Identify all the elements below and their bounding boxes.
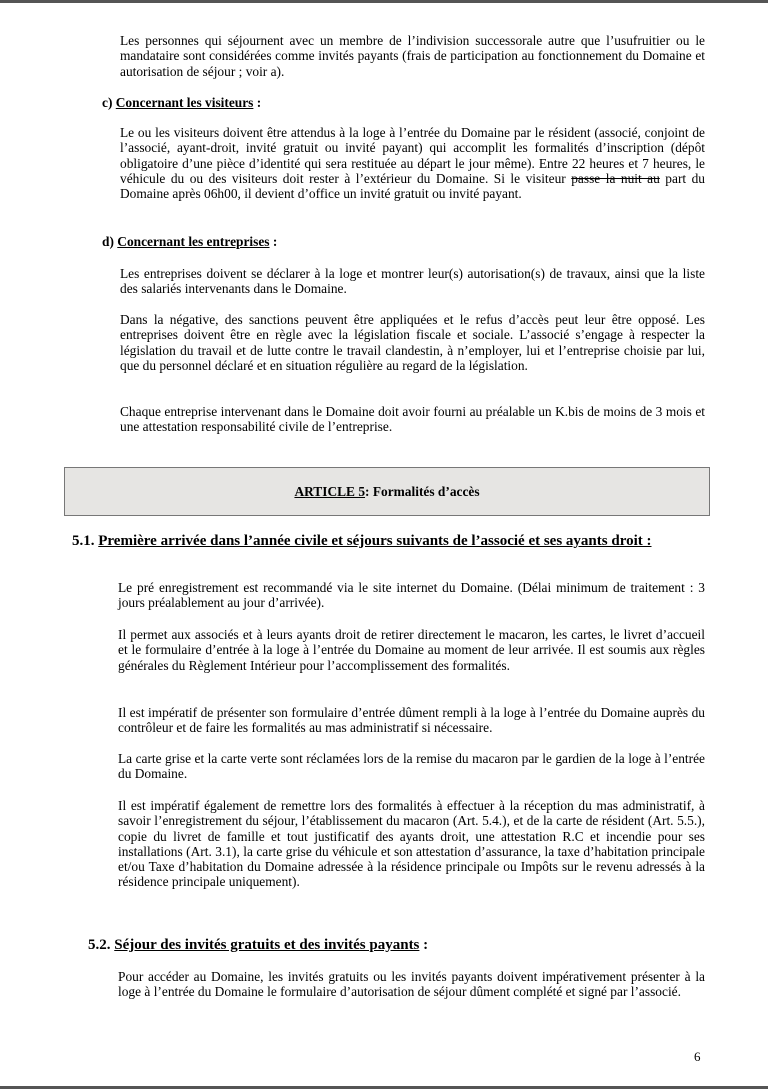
section-5-1-title: Première arrivée dans l’année civile et séjours suivants de l’associé et ses ayants droit : — [98, 533, 652, 549]
section-5-1-paragraph-2: Il permet aux associés et à leurs ayants droit de retirer directement le macaron, les cartes, le livret d’accueil et le formulaire d’entrée à la loge à l’entrée du Domaine au moment de leur arrivée. Il est soumis aux règles générales du Règlement Intérieur pour l’accomplissement des formalités. — [118, 627, 705, 673]
section-c-title: Concernant les visiteurs — [115, 95, 254, 110]
section-5-2-colon: : — [419, 937, 429, 953]
page-top-border — [0, 0, 768, 3]
section-d-paragraph-3: Chaque entreprise intervenant dans le Domaine doit avoir fourni au préalable un K.bis de moins de 3 mois et une attestation responsabilité civile de l’entreprise. — [120, 404, 705, 435]
article-5-banner — [64, 467, 710, 516]
section-c-letter: c) — [102, 95, 113, 110]
section-5-1-heading — [72, 533, 705, 549]
section-d-heading — [102, 234, 277, 249]
section-d-title: Concernant les entreprises — [117, 234, 270, 249]
section-d-paragraph-2: Dans la négative, des sanctions peuvent être appliquées et le refus d’accès peut leur être opposé. Les entreprises doivent être en règle avec la législation fiscale et sociale. L’associé s’engage à respecter la législation du travail et de lutte contre le travail clandestin, à n’employer, lui et l’entreprise choisie par lui, que du personnel déclaré et en situation régulière au regard de la législation. — [120, 312, 705, 373]
section-c-paragraph — [120, 125, 705, 201]
section-d-paragraph-1: Les entreprises doivent se déclarer à la loge et montrer leur(s) autorisation(s) de travaux, ainsi que la liste des salariés intervenants dans le Domaine. — [120, 266, 705, 297]
section-5-1-number: 5.1. — [72, 533, 99, 549]
section-5-2-paragraph-1: Pour accéder au Domaine, les invités gratuits ou les invités payants doivent impérativement présenter à la loge à l’entrée du Domaine le formulaire d’autorisation de séjour dûment complété et signé par l’associé. — [118, 969, 705, 1000]
section-5-2-heading — [88, 937, 428, 953]
section-5-1-paragraph-5: Il est impératif également de remettre lors des formalités à effectuer à la réception du mas administratif, à savoir l’enregistrement du séjour, l’établissement du macaron (Art. 5.4.), et de la carte de résident (Art. 5.5.), copie du livret de famille et tout justificatif des ayants droit, une attestation R.C et incendie pour ses installations (Art. 3.1), la carte grise du véhicule et son attestation d’assurance, la taxe d’habitation principale et/ou Taxe d’habitation du Domaine adressée à la résidence principale ou Impôts sur le revenu adressés à la résidence principale uniquement). — [118, 798, 705, 890]
section-d-colon: : — [269, 234, 278, 249]
section-5-1-paragraph-4: La carte grise et la carte verte sont réclamées lors de la remise du macaron par le gardien de la loge à l’entrée du Domaine. — [118, 751, 705, 782]
section-5-2-title: Séjour des invités gratuits et des invités payants — [114, 937, 420, 953]
page-number: 6 — [694, 1049, 701, 1064]
section-c-struck-text: passe la nuit au — [571, 170, 660, 186]
section-5-1-paragraph-1: Le pré enregistrement est recommandé via le site internet du Domaine. (Délai minimum de traitement : 3 jours préalablement au jour d’arrivée). — [118, 580, 705, 611]
section-5-2-number: 5.2. — [88, 937, 115, 953]
section-c-text-after: part du Domaine après 06h00, il devient d’office un invité gratuit ou invité payant. — [120, 170, 706, 202]
paragraph-invites-payants: Les personnes qui séjournent avec un membre de l’indivision successorale autre que l’usufruitier ou le mandataire sont considérées comme invités payants (frais de participation au fonctionnement du Domaine et autorisation de séjour ; voir a). — [120, 33, 705, 79]
section-d-letter: d) — [102, 234, 114, 249]
article-title: : Formalités d’accès — [365, 483, 480, 499]
article-label: ARTICLE 5 — [294, 483, 366, 499]
section-c-heading — [102, 95, 261, 110]
section-c-text-before: Le ou les visiteurs doivent être attendus à la loge à l’entrée du Domaine par le résident (associé, conjoint de l’associé, ayant-droit, invité gratuit ou invité payant) qui accomplit les formalités d’inscription (dépôt obligatoire d’une pièce d’identité qui sera restituée au départ le jour même). Entre 22 heures et 7 heures, le véhicule du ou des visiteurs doit rester à l’extérieur du Domaine. Si le visiteur — [120, 125, 705, 186]
section-5-1-paragraph-3: Il est impératif de présenter son formulaire d’entrée dûment rempli à la loge à l’entrée du Domaine auprès du contrôleur et de faire les formalités au mas administratif si nécessaire. — [118, 705, 705, 736]
section-c-colon: : — [253, 95, 262, 110]
